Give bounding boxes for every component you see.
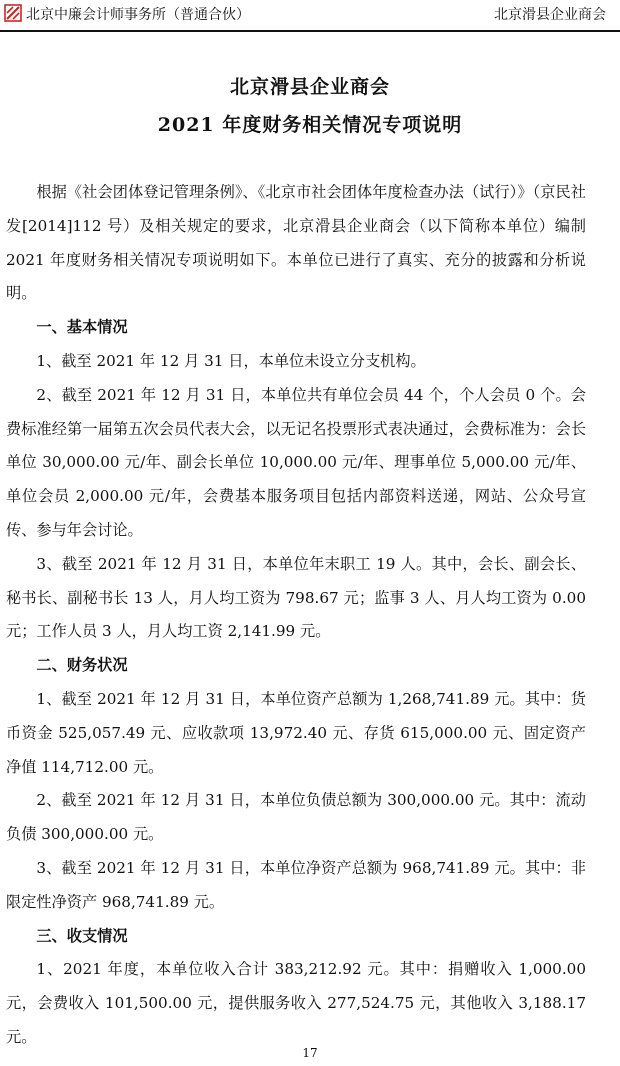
firm-logo-icon <box>4 4 22 22</box>
section-heading-financial: 二、财务状况 <box>36 656 128 675</box>
paragraph-basic-1: 1、截至 2021 年 12 月 31 日，本单位未设立分支机构。 <box>36 351 426 370</box>
paragraph-basic-2: 2、截至 2021 年 12 月 31 日，本单位共有单位会员 44 个，个人会员 0 个。会费标准经第一届第五次会员代表大会，以无记名投票形式表决通过，会费标准为：会长单位 30,000.00 元/年、副会长单位 10,000.00 元/年、理事单位 5,000.00 元/年、单位会员 2,000.00 元/年，会费基本服务项目包括内部资料送递，网站、公众号宣传、参与年会讨论。 <box>6 385 586 539</box>
page-header <box>0 0 620 32</box>
section-heading-basic: 一、基本情况 <box>36 318 128 337</box>
header-divider <box>0 30 620 32</box>
title-report: 2021 年度财务相关情况专项说明 <box>157 114 463 136</box>
paragraph-income-1: 1、2021 年度，本单位收入合计 383,212.92 元。其中：捐赠收入 1,000.00 元，会费收入 101,500.00 元，提供服务收入 277,524.75 元，其他收入 3,188.17 元。 <box>6 960 586 1046</box>
firm-name: 北京中廉会计师事务所（普通合伙） <box>26 7 250 23</box>
intro-paragraph: 根据《社会团体登记管理条例》、《北京市社会团体年度检查办法（试行）》（京民社发[2014]112 号）及相关规定的要求，北京滑县企业商会（以下简称本单位）编制 2021 年度财务相关情况专项说明如下。本单位已进行了真实、充分的披露和分析说明。 <box>6 183 586 303</box>
header-organization: 北京滑县企业商会 <box>494 7 606 23</box>
paragraph-financial-2: 2、截至 2021 年 12 月 31 日，本单位负债总额为 300,000.00 元。其中：流动负债 300,000.00 元。 <box>6 791 586 844</box>
document-body <box>6 176 586 1055</box>
section-heading-income: 三、收支情况 <box>36 926 128 945</box>
paragraph-financial-3: 3、截至 2021 年 12 月 31 日，本单位净资产总额为 968,741.89 元。其中：非限定性净资产 968,741.89 元。 <box>6 858 586 911</box>
title-organization: 北京滑县企业商会 <box>229 76 390 98</box>
page-number: 17 <box>302 1046 318 1060</box>
paragraph-financial-1: 1、截至 2021 年 12 月 31 日，本单位资产总额为 1,268,741.89 元。其中：货币资金 525,057.49 元、应收款项 13,972.40 元、存货 615,000.00 元、固定资产净值 114,712.00 元。 <box>6 689 586 776</box>
paragraph-basic-3: 3、截至 2021 年 12 月 31 日，本单位年末职工 19 人。其中，会长、副会长、秘书长、副秘书长 13 人，月人均工资为 798.67 元；监事 3 人、月人均工资为 0.00 元；工作人员 3 人，月人均工资 2,141.99 元。 <box>6 554 586 641</box>
document-title <box>0 72 620 140</box>
